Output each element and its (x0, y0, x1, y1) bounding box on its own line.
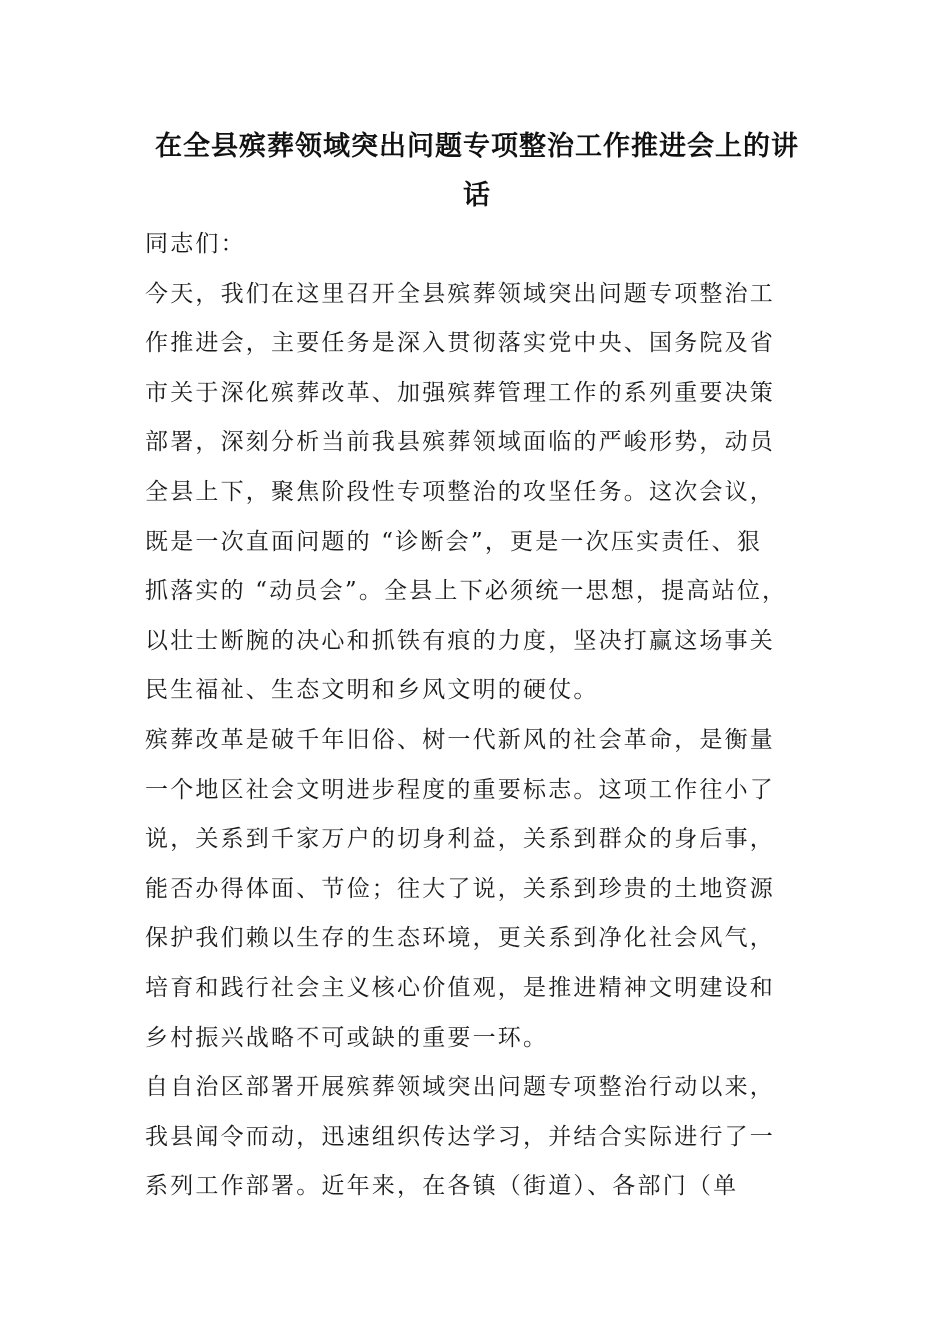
document-body (145, 220, 825, 1212)
document-title: 在全县殡葬领域突出问题专项整治工作推进会上的讲话 (155, 131, 799, 211)
text-line: 一个地区社会文明进步程度的重要标志。这项工作往小了 (145, 776, 775, 803)
text-line: 全县上下，聚焦阶段性专项整治的攻坚任务。这次会议， (145, 478, 775, 505)
text-line: 系列工作部署。近年来，在各镇（街道）、各部门（单 (145, 1173, 739, 1200)
text-line: 既是一次直面问题的 “诊断会”，更是一次压实责任、狠 (145, 528, 763, 555)
text-line: 殡葬改革是破千年旧俗、树一代新风的社会革命，是衡量 (145, 726, 775, 753)
text-line: 说，关系到千家万户的切身利益，关系到群众的身后事， (145, 826, 775, 853)
text-line: 民生福祉、生态文明和乡风文明的硬仗。 (145, 677, 599, 704)
text-line: 培育和践行社会主义核心价值观，是推进精神文明建设和 (145, 974, 775, 1001)
text-line: 保护我们赖以生存的生态环境，更关系到净化社会风气， (145, 925, 775, 952)
text-line: 同志们： (145, 231, 246, 257)
text-line: 能否办得体面、节俭；往大了说，关系到珍贵的土地资源 (145, 875, 775, 902)
text-line: 我县闻令而动，迅速组织传达学习，并结合实际进行了一 (145, 1123, 775, 1150)
text-line: 市关于深化殡葬改革、加强殡葬管理工作的系列重要决策 (145, 379, 775, 406)
text-line: 抓落实的 “动员会”。全县上下必须统一思想，提高站位， (145, 578, 788, 605)
text-line: 乡村振兴战略不可或缺的重要一环。 (145, 1024, 549, 1051)
text-line: 今天，我们在这里召开全县殡葬领域突出问题专项整治工 (145, 280, 775, 307)
text-line: 作推进会，主要任务是深入贯彻落实党中央、国务院及省 (145, 330, 775, 357)
text-line: 部署，深刻分析当前我县殡葬领域面临的严峻形势，动员 (145, 429, 775, 456)
text-line: 自自治区部署开展殡葬领域突出问题专项整治行动以来， (145, 1074, 775, 1101)
text-line: 以壮士断腕的决心和抓铁有痕的力度，坚决打赢这场事关 (145, 627, 775, 654)
